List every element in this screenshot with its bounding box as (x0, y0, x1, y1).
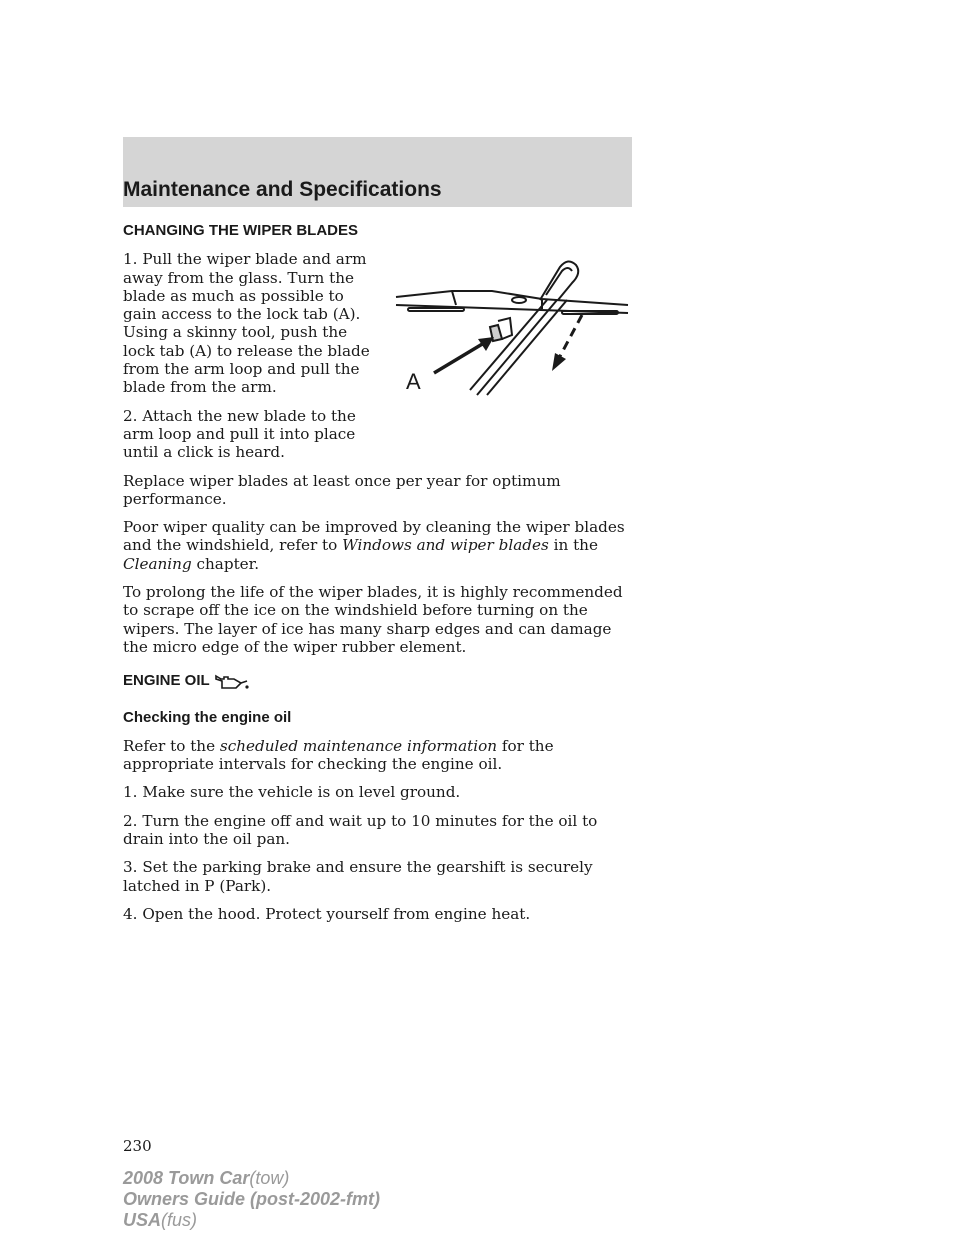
footer-market-code: (fus) (161, 1210, 198, 1230)
cross-reference-cleaning: Cleaning (123, 554, 192, 573)
cross-reference-maintenance: scheduled maintenance information (219, 736, 498, 755)
engine-oil-heading-row (123, 672, 635, 690)
page-content (123, 222, 635, 933)
wiper-replace-note: Replace wiper blades at least once per year for optimum performance. (123, 471, 561, 508)
subheading-checking-oil: Checking the engine oil (123, 708, 292, 726)
wiper-step-2: 2. Attach the new blade to the arm loop and pull it into place until a click is heard. (123, 406, 356, 462)
wiper-step-1: 1. Pull the wiper blade and arm away from the glass. Turn the blade as much as possible to gain access to the lock tab (A). Using a skinny tool, push the lock tab (A) to release the blade from the arm loop and pull the blade from the arm. (123, 250, 370, 397)
footer-model: 2008 Town Car (123, 1168, 250, 1188)
oil-step-4: 4. Open the hood. Protect yourself from engine heat. (123, 904, 531, 923)
document-footer (123, 1168, 380, 1231)
footer-model-code: (tow) (249, 1168, 290, 1188)
oil-can-icon (214, 673, 250, 691)
wiper-quality-note: Poor wiper quality can be improved by cleaning the wiper blades and the windshield, refer to Windows and wiper blades in the Cleaning chapter. (123, 518, 625, 573)
section-heading-wiper: CHANGING THE WIPER BLADES (123, 222, 359, 239)
section-heading-engine-oil: ENGINE OIL (123, 672, 210, 690)
page-title: Maintenance and Specifications (123, 178, 442, 201)
oil-refer-note: Refer to the scheduled maintenance information for the appropriate intervals for checking the engine oil. (123, 736, 554, 774)
wiper-prolong-note: To prolong the life of the wiper blades, it is highly recommended to scrape off the ice on the windshield before turning on the wipers. The layer of ice has many sharp edges and can damage the micro edge of the wiper rubber element. (123, 583, 623, 656)
oil-step-1: 1. Make sure the vehicle is on level ground. (123, 783, 461, 802)
oil-step-3: 3. Set the parking brake and ensure the gearshift is securely latched in P (Park). (123, 858, 593, 895)
oil-step-2: 2. Turn the engine off and wait up to 10 minutes for the oil to drain into the oil pan. (123, 811, 598, 849)
footer-market: USA (123, 1210, 162, 1230)
page-number: 230 (123, 1137, 152, 1155)
cross-reference-windows: Windows and wiper blades (342, 536, 549, 555)
lock-tab-label: A (406, 369, 421, 394)
footer-guide: Owners Guide (post-2002-fmt) (123, 1189, 381, 1209)
